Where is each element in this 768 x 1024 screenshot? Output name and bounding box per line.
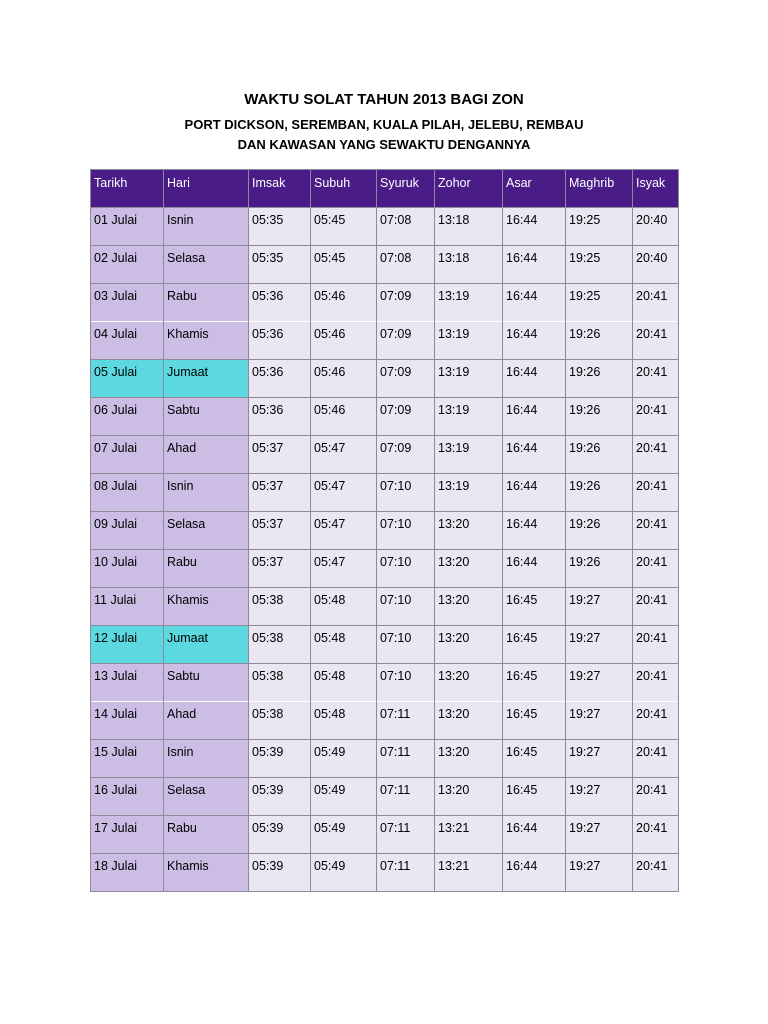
cell-maghrib: 19:26 xyxy=(566,360,633,398)
cell-zohor: 13:19 xyxy=(435,360,503,398)
table-row xyxy=(91,246,679,284)
cell-isyak: 20:41 xyxy=(633,512,679,550)
cell-syuruk: 07:10 xyxy=(377,588,435,626)
cell-tarikh: 12 Julai xyxy=(91,626,164,664)
cell-imsak: 05:39 xyxy=(249,778,311,816)
cell-zohor: 13:20 xyxy=(435,550,503,588)
cell-asar: 16:45 xyxy=(503,702,566,740)
cell-hari: Sabtu xyxy=(164,398,249,436)
table-row xyxy=(91,360,679,398)
cell-asar: 16:44 xyxy=(503,284,566,322)
cell-tarikh: 14 Julai xyxy=(91,702,164,740)
cell-syuruk: 07:09 xyxy=(377,322,435,360)
cell-maghrib: 19:27 xyxy=(566,778,633,816)
cell-subuh: 05:48 xyxy=(311,664,377,702)
cell-asar: 16:45 xyxy=(503,626,566,664)
cell-zohor: 13:20 xyxy=(435,740,503,778)
cell-subuh: 05:47 xyxy=(311,550,377,588)
table-row xyxy=(91,284,679,322)
cell-isyak: 20:41 xyxy=(633,854,679,892)
cell-isyak: 20:41 xyxy=(633,778,679,816)
cell-zohor: 13:20 xyxy=(435,664,503,702)
cell-zohor: 13:21 xyxy=(435,816,503,854)
cell-syuruk: 07:11 xyxy=(377,816,435,854)
header-subuh: Subuh xyxy=(311,170,377,208)
cell-isyak: 20:41 xyxy=(633,588,679,626)
cell-zohor: 13:20 xyxy=(435,626,503,664)
cell-hari: Jumaat xyxy=(164,626,249,664)
cell-maghrib: 19:27 xyxy=(566,664,633,702)
cell-hari: Selasa xyxy=(164,512,249,550)
cell-tarikh: 03 Julai xyxy=(91,284,164,322)
cell-tarikh: 02 Julai xyxy=(91,246,164,284)
cell-subuh: 05:48 xyxy=(311,626,377,664)
cell-hari: Khamis xyxy=(164,588,249,626)
cell-imsak: 05:36 xyxy=(249,322,311,360)
cell-maghrib: 19:26 xyxy=(566,322,633,360)
cell-isyak: 20:41 xyxy=(633,740,679,778)
cell-hari: Khamis xyxy=(164,854,249,892)
cell-maghrib: 19:27 xyxy=(566,702,633,740)
cell-tarikh: 09 Julai xyxy=(91,512,164,550)
cell-subuh: 05:49 xyxy=(311,816,377,854)
table-row xyxy=(91,854,679,892)
cell-isyak: 20:41 xyxy=(633,626,679,664)
cell-zohor: 13:19 xyxy=(435,436,503,474)
cell-asar: 16:45 xyxy=(503,664,566,702)
cell-syuruk: 07:08 xyxy=(377,208,435,246)
cell-zohor: 13:20 xyxy=(435,702,503,740)
cell-zohor: 13:20 xyxy=(435,512,503,550)
cell-asar: 16:44 xyxy=(503,854,566,892)
cell-syuruk: 07:11 xyxy=(377,702,435,740)
cell-zohor: 13:20 xyxy=(435,588,503,626)
page-subtitle-zones: PORT DICKSON, SEREMBAN, KUALA PILAH, JELEBU, REMBAU xyxy=(184,117,584,132)
cell-imsak: 05:35 xyxy=(249,246,311,284)
header-tarikh: Tarikh xyxy=(91,170,164,208)
cell-syuruk: 07:11 xyxy=(377,740,435,778)
cell-hari: Jumaat xyxy=(164,360,249,398)
cell-syuruk: 07:10 xyxy=(377,550,435,588)
cell-imsak: 05:37 xyxy=(249,550,311,588)
cell-maghrib: 19:26 xyxy=(566,474,633,512)
cell-asar: 16:45 xyxy=(503,588,566,626)
cell-hari: Rabu xyxy=(164,816,249,854)
cell-subuh: 05:47 xyxy=(311,512,377,550)
table-row xyxy=(91,550,679,588)
cell-asar: 16:44 xyxy=(503,474,566,512)
cell-maghrib: 19:27 xyxy=(566,588,633,626)
cell-subuh: 05:46 xyxy=(311,322,377,360)
cell-hari: Sabtu xyxy=(164,664,249,702)
cell-tarikh: 11 Julai xyxy=(91,588,164,626)
cell-syuruk: 07:10 xyxy=(377,474,435,512)
cell-imsak: 05:38 xyxy=(249,626,311,664)
table-row xyxy=(91,740,679,778)
cell-isyak: 20:41 xyxy=(633,702,679,740)
cell-asar: 16:44 xyxy=(503,816,566,854)
cell-tarikh: 04 Julai xyxy=(91,322,164,360)
cell-hari: Ahad xyxy=(164,702,249,740)
cell-hari: Isnin xyxy=(164,740,249,778)
cell-tarikh: 05 Julai xyxy=(91,360,164,398)
cell-imsak: 05:36 xyxy=(249,284,311,322)
cell-subuh: 05:48 xyxy=(311,588,377,626)
cell-asar: 16:45 xyxy=(503,740,566,778)
cell-hari: Khamis xyxy=(164,322,249,360)
header-zohor: Zohor xyxy=(435,170,503,208)
cell-zohor: 13:19 xyxy=(435,474,503,512)
cell-tarikh: 13 Julai xyxy=(91,664,164,702)
table-row xyxy=(91,436,679,474)
prayer-times-table xyxy=(90,169,679,892)
cell-imsak: 05:38 xyxy=(249,702,311,740)
cell-imsak: 05:39 xyxy=(249,740,311,778)
cell-maghrib: 19:26 xyxy=(566,550,633,588)
cell-imsak: 05:38 xyxy=(249,588,311,626)
cell-syuruk: 07:09 xyxy=(377,398,435,436)
cell-hari: Isnin xyxy=(164,208,249,246)
cell-isyak: 20:41 xyxy=(633,436,679,474)
cell-isyak: 20:41 xyxy=(633,816,679,854)
cell-asar: 16:44 xyxy=(503,246,566,284)
cell-hari: Rabu xyxy=(164,284,249,322)
cell-zohor: 13:18 xyxy=(435,208,503,246)
cell-asar: 16:44 xyxy=(503,512,566,550)
cell-syuruk: 07:10 xyxy=(377,664,435,702)
header-hari: Hari xyxy=(164,170,249,208)
cell-syuruk: 07:11 xyxy=(377,854,435,892)
header-asar: Asar xyxy=(503,170,566,208)
cell-subuh: 05:49 xyxy=(311,740,377,778)
cell-tarikh: 10 Julai xyxy=(91,550,164,588)
table-row xyxy=(91,512,679,550)
cell-tarikh: 16 Julai xyxy=(91,778,164,816)
table-row xyxy=(91,398,679,436)
table-row xyxy=(91,208,679,246)
cell-maghrib: 19:26 xyxy=(566,436,633,474)
cell-hari: Isnin xyxy=(164,474,249,512)
cell-syuruk: 07:10 xyxy=(377,626,435,664)
cell-asar: 16:44 xyxy=(503,436,566,474)
header-maghrib: Maghrib xyxy=(566,170,633,208)
cell-imsak: 05:37 xyxy=(249,436,311,474)
cell-maghrib: 19:27 xyxy=(566,816,633,854)
cell-subuh: 05:45 xyxy=(311,246,377,284)
table-row xyxy=(91,322,679,360)
header-row xyxy=(91,170,679,208)
cell-tarikh: 17 Julai xyxy=(91,816,164,854)
cell-hari: Selasa xyxy=(164,778,249,816)
table-row xyxy=(91,702,679,740)
cell-hari: Selasa xyxy=(164,246,249,284)
cell-asar: 16:44 xyxy=(503,398,566,436)
cell-tarikh: 18 Julai xyxy=(91,854,164,892)
cell-imsak: 05:37 xyxy=(249,474,311,512)
cell-subuh: 05:46 xyxy=(311,398,377,436)
cell-isyak: 20:41 xyxy=(633,284,679,322)
cell-maghrib: 19:27 xyxy=(566,854,633,892)
header-imsak: Imsak xyxy=(249,170,311,208)
table-row xyxy=(91,778,679,816)
cell-isyak: 20:41 xyxy=(633,322,679,360)
table-row xyxy=(91,626,679,664)
header-isyak: Isyak xyxy=(633,170,679,208)
cell-syuruk: 07:08 xyxy=(377,246,435,284)
cell-imsak: 05:39 xyxy=(249,816,311,854)
cell-maghrib: 19:25 xyxy=(566,284,633,322)
cell-tarikh: 01 Julai xyxy=(91,208,164,246)
cell-zohor: 13:18 xyxy=(435,246,503,284)
cell-zohor: 13:19 xyxy=(435,322,503,360)
cell-subuh: 05:49 xyxy=(311,778,377,816)
cell-imsak: 05:35 xyxy=(249,208,311,246)
table-row xyxy=(91,664,679,702)
cell-asar: 16:44 xyxy=(503,322,566,360)
cell-imsak: 05:36 xyxy=(249,398,311,436)
cell-isyak: 20:40 xyxy=(633,246,679,284)
cell-maghrib: 19:25 xyxy=(566,246,633,284)
cell-asar: 16:44 xyxy=(503,208,566,246)
cell-zohor: 13:21 xyxy=(435,854,503,892)
cell-syuruk: 07:09 xyxy=(377,360,435,398)
cell-zohor: 13:19 xyxy=(435,284,503,322)
table-row xyxy=(91,588,679,626)
cell-syuruk: 07:10 xyxy=(377,512,435,550)
cell-maghrib: 19:27 xyxy=(566,740,633,778)
cell-subuh: 05:47 xyxy=(311,436,377,474)
cell-maghrib: 19:27 xyxy=(566,626,633,664)
cell-hari: Ahad xyxy=(164,436,249,474)
cell-asar: 16:45 xyxy=(503,778,566,816)
cell-isyak: 20:41 xyxy=(633,550,679,588)
cell-tarikh: 07 Julai xyxy=(91,436,164,474)
cell-maghrib: 19:26 xyxy=(566,512,633,550)
cell-isyak: 20:40 xyxy=(633,208,679,246)
cell-asar: 16:44 xyxy=(503,360,566,398)
cell-zohor: 13:19 xyxy=(435,398,503,436)
cell-subuh: 05:49 xyxy=(311,854,377,892)
cell-syuruk: 07:09 xyxy=(377,284,435,322)
cell-syuruk: 07:09 xyxy=(377,436,435,474)
cell-isyak: 20:41 xyxy=(633,360,679,398)
cell-tarikh: 06 Julai xyxy=(91,398,164,436)
page-title: WAKTU SOLAT TAHUN 2013 BAGI ZON xyxy=(244,91,524,108)
cell-subuh: 05:45 xyxy=(311,208,377,246)
cell-asar: 16:44 xyxy=(503,550,566,588)
cell-tarikh: 15 Julai xyxy=(91,740,164,778)
cell-maghrib: 19:26 xyxy=(566,398,633,436)
cell-hari: Rabu xyxy=(164,550,249,588)
cell-imsak: 05:37 xyxy=(249,512,311,550)
cell-imsak: 05:38 xyxy=(249,664,311,702)
table-row xyxy=(91,474,679,512)
cell-imsak: 05:36 xyxy=(249,360,311,398)
cell-subuh: 05:47 xyxy=(311,474,377,512)
cell-subuh: 05:46 xyxy=(311,284,377,322)
cell-isyak: 20:41 xyxy=(633,474,679,512)
cell-isyak: 20:41 xyxy=(633,398,679,436)
cell-isyak: 20:41 xyxy=(633,664,679,702)
cell-zohor: 13:20 xyxy=(435,778,503,816)
table-row xyxy=(91,816,679,854)
cell-subuh: 05:46 xyxy=(311,360,377,398)
cell-imsak: 05:39 xyxy=(249,854,311,892)
page-subtitle-area: DAN KAWASAN YANG SEWAKTU DENGANNYA xyxy=(237,137,531,152)
cell-tarikh: 08 Julai xyxy=(91,474,164,512)
cell-subuh: 05:48 xyxy=(311,702,377,740)
header-syuruk: Syuruk xyxy=(377,170,435,208)
cell-syuruk: 07:11 xyxy=(377,778,435,816)
cell-maghrib: 19:25 xyxy=(566,208,633,246)
